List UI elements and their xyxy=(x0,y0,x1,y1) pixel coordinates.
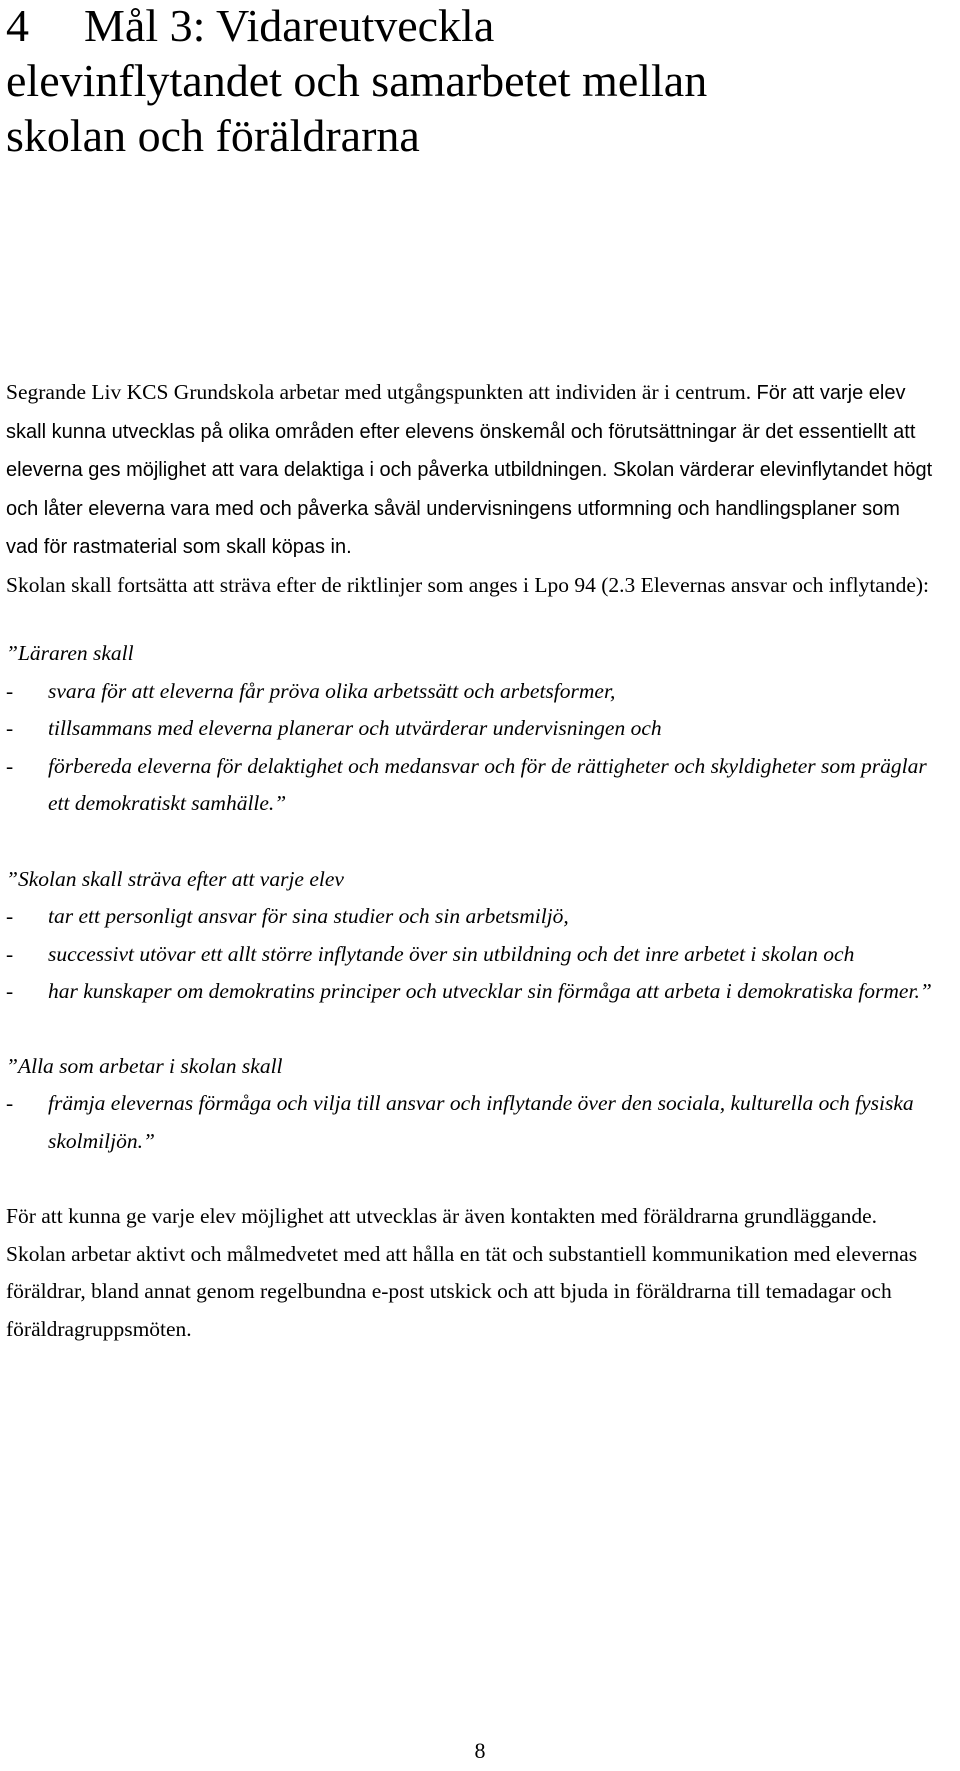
intro-part-2: För att varje elev skall kunna utvecklas på olika områden efter elevens önskemål och förutsättningar är det essentiellt att eleverna ges möjlighet att vara delaktiga i och påverka utbildningen. Skolan värderar elevinflytandet högt och låter eleverna vara med och påverka såväl undervisningens utformning och handlingsplaner som vad för rastmaterial som skall köpas in. xyxy=(6,382,933,558)
list-item-text: förbereda eleverna för delaktighet och medansvar och för de rättigheter och skyldigheter som präglar ett demokratiskt samhälle.” xyxy=(48,753,927,815)
list-item-text: successivt utövar ett allt större inflytande över sin utbildning och det inre arbetet i skolan och xyxy=(48,941,855,966)
section-number: 4 xyxy=(6,0,29,51)
list-item xyxy=(6,1085,936,1160)
list-dash: - xyxy=(6,979,14,1003)
list-item xyxy=(6,973,936,1011)
list-dash: - xyxy=(6,941,14,966)
list-item-text: svara för att eleverna får pröva olika arbetssätt och arbetsformer, xyxy=(48,678,616,703)
heading-text-1: Mål 3: Vidareutveckla xyxy=(84,0,495,51)
list-item xyxy=(6,748,936,823)
intro-part-1: Segrande Liv KCS Grundskola arbetar med utgångspunkten att individen är i centrum. xyxy=(6,380,757,404)
quote-heading: ”Alla som arbetar i skolan skall xyxy=(6,1053,283,1078)
list-item-text: främja elevernas förmåga och vilja till ansvar och inflytande över den sociala, kulturella och fysiska skolmiljön.” xyxy=(48,1091,914,1153)
heading-line-2: elevinflytandet och samarbetet mellan xyxy=(6,55,708,106)
quote-all-staff xyxy=(6,1048,936,1161)
list-dash: - xyxy=(6,1091,14,1115)
list-item-text: tar ett personligt ansvar för sina studier och sin arbetsmiljö, xyxy=(48,904,569,928)
quote-list xyxy=(6,673,936,823)
list-dash: - xyxy=(6,678,14,703)
list-item-text: tillsammans med eleverna planerar och utvärderar undervisningen och xyxy=(48,716,662,740)
list-dash: - xyxy=(6,904,14,928)
list-item-text: har kunskaper om demokratins principer och utvecklar sin förmåga att arbeta i demokratiska former.” xyxy=(48,979,932,1003)
heading-line-3: skolan och föräldrarna xyxy=(6,110,420,161)
list-dash: - xyxy=(6,716,14,740)
quote-list xyxy=(6,898,936,1011)
quote-school xyxy=(6,861,936,1011)
quote-heading: ”Skolan skall sträva efter att varje elev xyxy=(6,866,344,891)
closing-paragraph: För att kunna ge varje elev möjlighet att utvecklas är även kontakten med föräldrarna grundläggande. Skolan arbetar aktivt och målmedvetet med att hålla en tät och substantiell kommunikation med elevernas föräldrar, bland annat genom regelbundna e-post utskick och att bjuda in föräldrarna till temadagar och föräldragruppsmöten. xyxy=(6,1204,918,1341)
section-body xyxy=(6,374,936,1348)
quote-heading: ”Läraren skall xyxy=(6,641,134,665)
list-dash: - xyxy=(6,753,14,778)
quote-teacher xyxy=(6,635,936,823)
section-heading xyxy=(6,0,946,163)
intro-part-3: Skolan skall fortsätta att sträva efter de riktlinjer som anges i Lpo 94 (2.3 Elevernas ansvar och inflytande): xyxy=(6,572,930,597)
list-item xyxy=(6,936,936,974)
intro-paragraph xyxy=(6,374,936,604)
list-item xyxy=(6,898,936,936)
list-item xyxy=(6,673,936,711)
page-number: 8 xyxy=(474,1738,486,1763)
quote-list xyxy=(6,1085,936,1160)
heading-line-1 xyxy=(6,0,946,53)
list-item xyxy=(6,710,936,748)
